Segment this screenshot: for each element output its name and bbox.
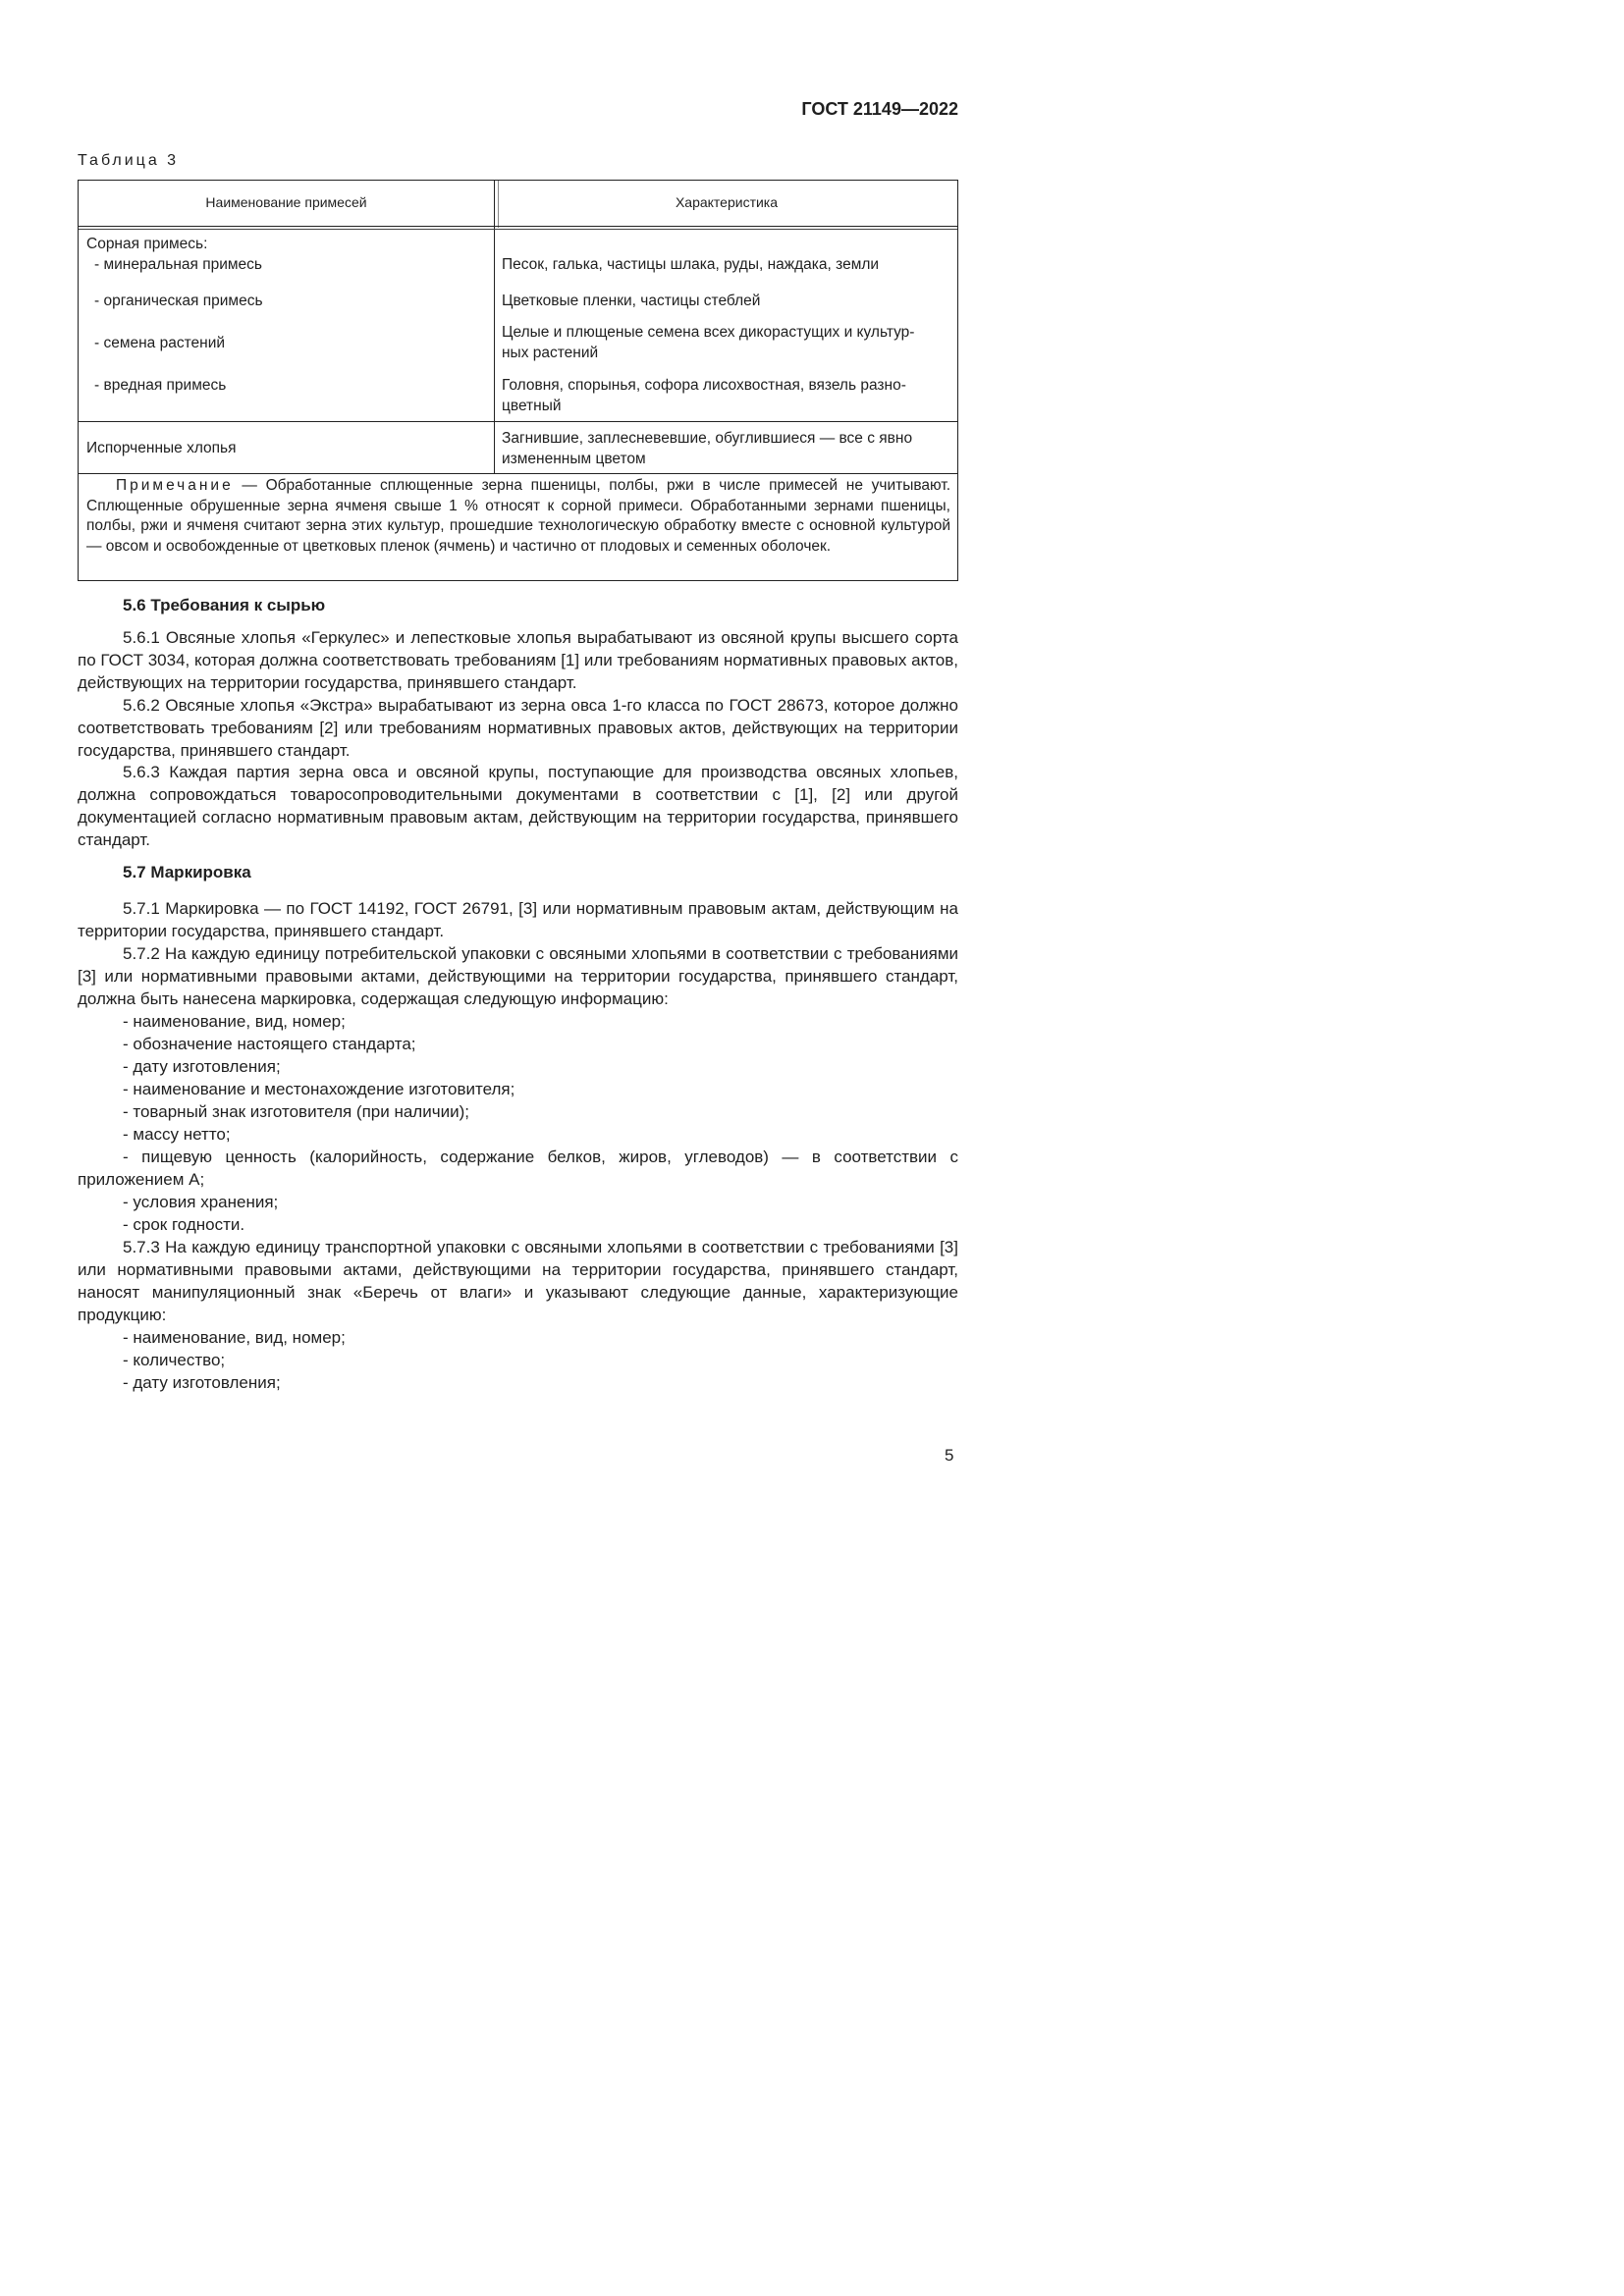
list-item: - наименование, вид, номер; xyxy=(123,1328,346,1347)
table-caption: Таблица 3 xyxy=(78,152,180,169)
list-item: - дату изготовления; xyxy=(123,1057,281,1076)
table-row-2-name: - органическая примесь xyxy=(94,293,263,309)
list-item: - товарный знак изготовителя (при наличии); xyxy=(123,1102,469,1121)
paragraph-5-7-1: 5.7.1 Маркировка — по ГОСТ 14192, ГОСТ 26791, [3] или нормативным правовым актам, действующим на территории государства, принявшего стандарт. xyxy=(78,899,958,940)
table-row-5-desc-line-1: Загнившие, заплесневевшие, обуглившиеся — все с явно xyxy=(502,430,913,447)
table-row-1-name: - минеральная примесь xyxy=(94,256,262,273)
table-header-col-1: Наименование примесей xyxy=(205,194,367,210)
list-item: - срок годности. xyxy=(123,1215,245,1234)
table-row-4-desc-line-2: цветный xyxy=(502,398,562,414)
paragraph-5-6-1: 5.6.1 Овсяные хлопья «Геркулес» и лепестковые хлопья вырабатывают из овсяной крупы высшего сорта по ГОСТ 3034, которая должна соответствовать требованиям [1] или требованиям нормативных правовых актов, действующих на территории государства, принявшего стандарт. xyxy=(78,628,958,692)
table-header-rule-inner xyxy=(79,229,957,230)
table-row-rule xyxy=(79,421,957,422)
paragraph-5-6-2: 5.6.2 Овсяные хлопья «Экстра» вырабатывают из зерна овса 1-го класса по ГОСТ 28673, которое должно соответствовать требованиям [2] или требованиям нормативных правовых актов, действующих на территории государства, принявшего стандарт. xyxy=(78,696,958,760)
table-row-1-desc: Песок, галька, частицы шлака, руды, наждака, земли xyxy=(502,256,880,273)
table-row-5-desc-line-2: измененным цветом xyxy=(502,451,646,467)
page-number: 5 xyxy=(945,1446,954,1465)
table-row-3-name: - семена растений xyxy=(94,335,226,351)
list-item: - количество; xyxy=(123,1351,226,1369)
impurities-table xyxy=(78,180,958,581)
document-page xyxy=(0,0,1083,1531)
list-item: - условия хранения; xyxy=(123,1193,279,1211)
list-item: - массу нетто; xyxy=(123,1125,231,1144)
table-header-rule xyxy=(79,226,957,227)
list-item: - наименование и местонахождение изготовителя; xyxy=(123,1080,515,1098)
section-5-6-title: 5.6 Требования к сырью xyxy=(123,596,326,614)
table-row-3-desc-line-1: Целые и плющеные семена всех дикорастущих и культур- xyxy=(502,324,915,341)
table-note-rule xyxy=(79,473,957,474)
paragraph-5-7-3: 5.7.3 На каждую единицу транспортной упаковки с овсяными хлопьями в соответствии с требованиями [3] или нормативными правовыми актами, действующими на территории государства, принявшего стандарт, наносят манипуляционный знак «Беречь от влаги» и указывают следующие данные, характеризующие продукцию: xyxy=(78,1238,958,1324)
table-note-text: — Обработанные сплющенные зерна пшеницы, полбы, ржи в числе примесей не учитывают. Сплющенные обрушенные зерна ячменя свыше 1 % относят к сорной примеси. Обработанными зернами пшеницы, полбы, ржи и ячменя считают зерна этих культур, прошедшие технологическую обработку вместе с основной культурой — овсом и освобожденные от цветковых пленок (ячмень) и частично от плодовых и семенных оболочек. xyxy=(86,477,950,555)
section-5-7-title: 5.7 Маркировка xyxy=(123,863,251,881)
table-row-4-name: - вредная примесь xyxy=(94,377,227,394)
table-header-col-2: Характеристика xyxy=(675,194,779,210)
table-note-label: Примечание xyxy=(116,477,234,494)
table-row-5-name: Испорченные хлопья xyxy=(86,440,237,456)
table-note xyxy=(86,476,950,557)
list-item: - наименование, вид, номер; xyxy=(123,1012,346,1031)
table-row-3-desc-line-2: ных растений xyxy=(502,345,599,361)
table-column-divider xyxy=(494,181,495,473)
table-row-2-desc: Цветковые пленки, частицы стеблей xyxy=(502,293,761,309)
table-row-4-desc-line-1: Головня, спорынья, софора лисохвостная, вязель разно- xyxy=(502,377,906,394)
table-group-label: Сорная примесь: xyxy=(86,236,208,252)
list-item: - дату изготовления; xyxy=(123,1373,281,1392)
document-id: ГОСТ 21149—2022 xyxy=(801,99,958,119)
list-item: - пищевую ценность (калорийность, содержание белков, жиров, углеводов) — в соответствии с приложением А; xyxy=(78,1148,958,1189)
paragraph-5-7-2: 5.7.2 На каждую единицу потребительской упаковки с овсяными хлопьями в соответствии с требованиями [3] или нормативными правовыми актами, действующими на территории государства, принявшего стандарт, должна быть нанесена маркировка, содержащая следующую информацию: xyxy=(78,944,958,1008)
paragraph-5-6-3: 5.6.3 Каждая партия зерна овса и овсяной крупы, поступающие для производства овсяных хлопьев, должна сопровождаться товаросопроводительными документами в соответствии с [1], [2] или другой документацией согласно нормативным правовым актам, действующим на территории государства, принявшего стандарт. xyxy=(78,763,958,849)
list-item: - обозначение настоящего стандарта; xyxy=(123,1035,416,1053)
